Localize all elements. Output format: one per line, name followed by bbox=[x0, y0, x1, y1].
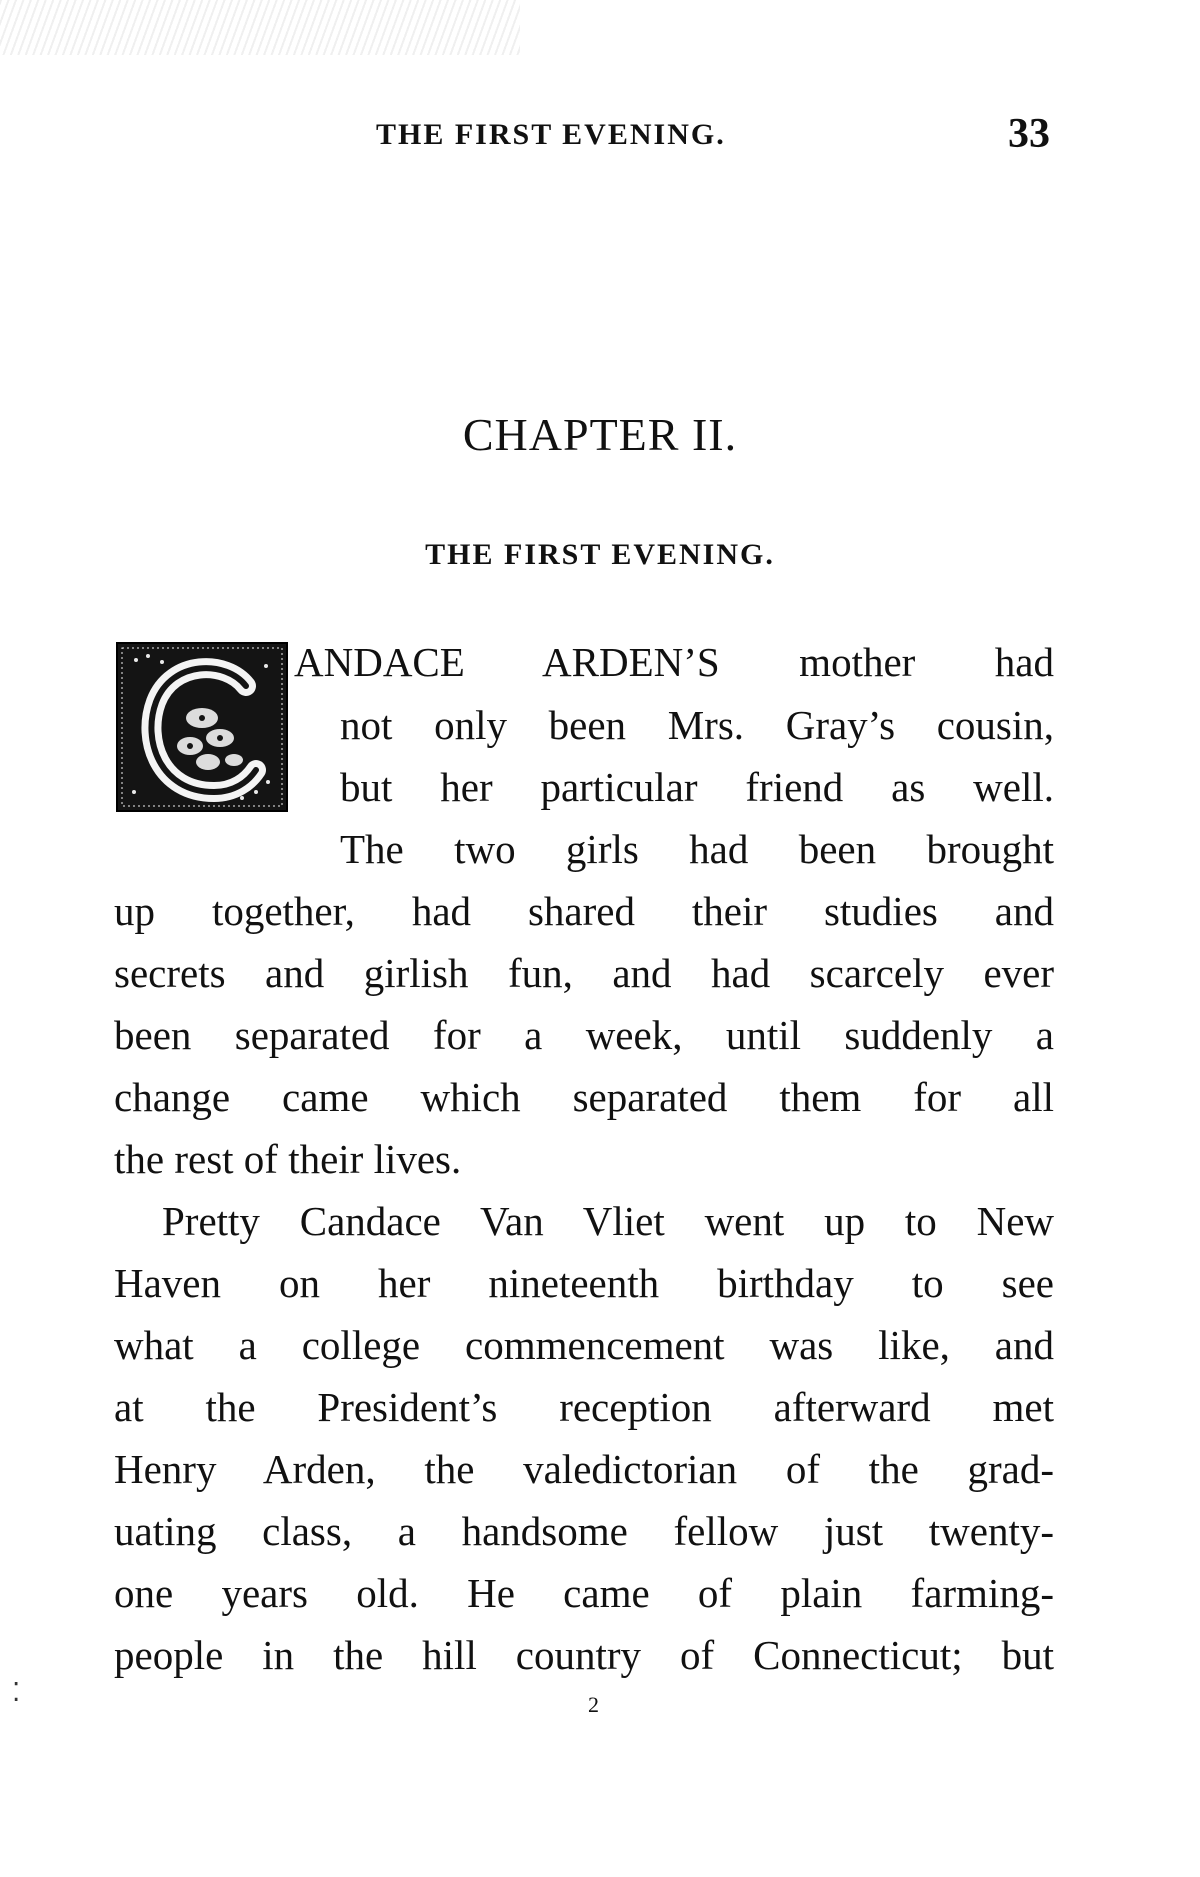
text-line: up together, had shared their studies and bbox=[114, 888, 1054, 934]
chapter-subtitle: THE FIRST EVENING. bbox=[425, 538, 775, 571]
text-line: been separated for a week, until suddenly a bbox=[114, 1012, 1054, 1058]
margin-mark: ⁚ bbox=[12, 1678, 21, 1707]
text-line: secrets and girlish fun, and had scarcely ever bbox=[114, 950, 1054, 996]
text-line: Haven on her nineteenth birthday to see bbox=[114, 1260, 1054, 1306]
text-line: Pretty Candace Van Vliet went up to New bbox=[162, 1198, 1054, 1244]
text-line: ANDACE ARDEN’S mother had bbox=[294, 639, 1054, 685]
signature-mark: 2 bbox=[588, 1692, 599, 1717]
text-line: the rest of their lives. bbox=[114, 1136, 462, 1182]
text-line: The two girls had been brought bbox=[340, 826, 1054, 872]
chapter-title: CHAPTER II. bbox=[462, 409, 738, 460]
scan-noise bbox=[0, 0, 520, 55]
text-line: uating class, a handsome fellow just twenty- bbox=[114, 1508, 1054, 1554]
text-line: Henry Arden, the valedictorian of the grad- bbox=[114, 1446, 1054, 1492]
drop-cap-c-icon bbox=[116, 642, 288, 812]
running-head: THE FIRST EVENING. bbox=[376, 118, 726, 151]
text-line: change came which separated them for all bbox=[114, 1074, 1054, 1120]
page-number: 33 bbox=[1008, 111, 1050, 157]
text-line: people in the hill country of Connecticut; but bbox=[114, 1632, 1054, 1678]
text-line: but her particular friend as well. bbox=[340, 764, 1054, 810]
text-line: what a college commencement was like, and bbox=[114, 1322, 1054, 1368]
text-line: not only been Mrs. Gray’s cousin, bbox=[340, 702, 1054, 748]
text-line: one years old. He came of plain farming- bbox=[114, 1570, 1054, 1616]
text-line: at the President’s reception afterward met bbox=[114, 1384, 1054, 1430]
